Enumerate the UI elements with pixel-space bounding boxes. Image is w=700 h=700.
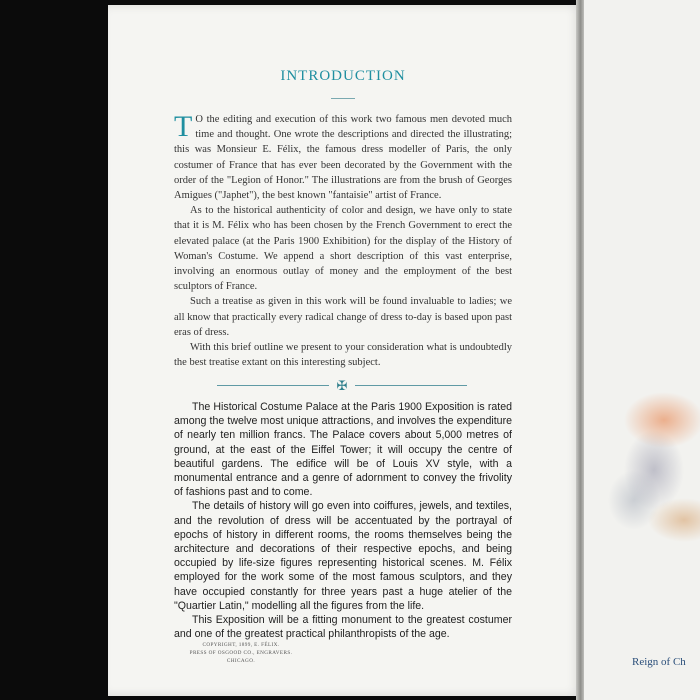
watercolor-illustration	[594, 360, 700, 560]
printer-line: PRESS OF OSGOOD CO., ENGRAVERS.	[189, 650, 293, 656]
right-page	[584, 0, 700, 700]
exposition-text	[174, 400, 512, 641]
copyright-notice	[172, 641, 310, 665]
drop-cap: T	[174, 110, 193, 143]
section-ornament	[217, 379, 467, 393]
body-paragraph: The Historical Costume Palace at the Paris 1900 Exposition is rated among the twelve most unique attractions, and involves the expenditure of nearly ten million francs. The Palace covers about 5,000 metres of ground, at the east of the Eiffel Tower; it will occupy the centre of beautiful gardens. The edifice will be of Louis XV style, with a monumental entrance and a genre of adornment to convey the frivolity of fashions past and to come.	[174, 401, 512, 499]
intro-paragraph: As to the historical authenticity of color and design, we have only to state that it is M. Félix who has been chosen by the French Government to erect the elevated palace (at the Paris 1900 Exhibition) for the display of the History of Woman's Costume. We append a short description of this vast enterprise, involving an enormous outlay of money and the employment of the best sculptors of France.	[174, 205, 512, 293]
intro-paragraph: Such a treatise as given in this work will be found invaluable to ladies; we all know that practically every radical change of dress to-day is based upon past eras of dress.	[174, 296, 512, 338]
intro-paragraph: T O the editing and execution of this work two famous men devoted much time and thought. One wrote the descriptions and directed the illustrating; this was Monsieur E. Félix, the famous dress modeller of Paris, the only costumer of France that has ever been decorated by the Government with the order of the "Legion of Honor." The illustrations are from the brush of Georges Amigues ("Japhet"), the best known "fantaisie" artist of France.	[174, 110, 512, 202]
body-paragraph: This Exposition will be a fitting monument to the greatest costumer and one of the greatest practical philanthropists of the age.	[174, 614, 512, 641]
page-heading: INTRODUCTION	[280, 68, 406, 84]
heading-rule	[331, 98, 355, 99]
plate-caption: Reign of Ch	[632, 656, 686, 668]
intro-paragraph: With this brief outline we present to your consideration what is undoubtedly the best treatise extant on this interesting subject.	[174, 342, 512, 369]
introduction-text	[174, 112, 512, 370]
city-line: CHICAGO.	[226, 658, 256, 664]
copyright-line: COPYRIGHT, 1899, E. FÉLIX.	[202, 642, 280, 648]
ornament-line-left	[217, 385, 329, 386]
body-paragraph: The details of history will go even into coiffures, jewels, and textiles, and the revolution of dress will be accentuated by the portrayal of epochs of history in different rooms, the rooms themselves being the architecture and decorations of their respective epochs, and being occupied by life-size figures representing historical scenes. M. Félix employed for the work some of the most famous sculptors, and they have occupied constantly for three years past a huge atelier of the "Quartier Latin," modelling all the figures from the life.	[174, 500, 512, 612]
maltese-cross-icon: ✠	[336, 378, 348, 393]
ornament-line-right	[355, 385, 467, 386]
